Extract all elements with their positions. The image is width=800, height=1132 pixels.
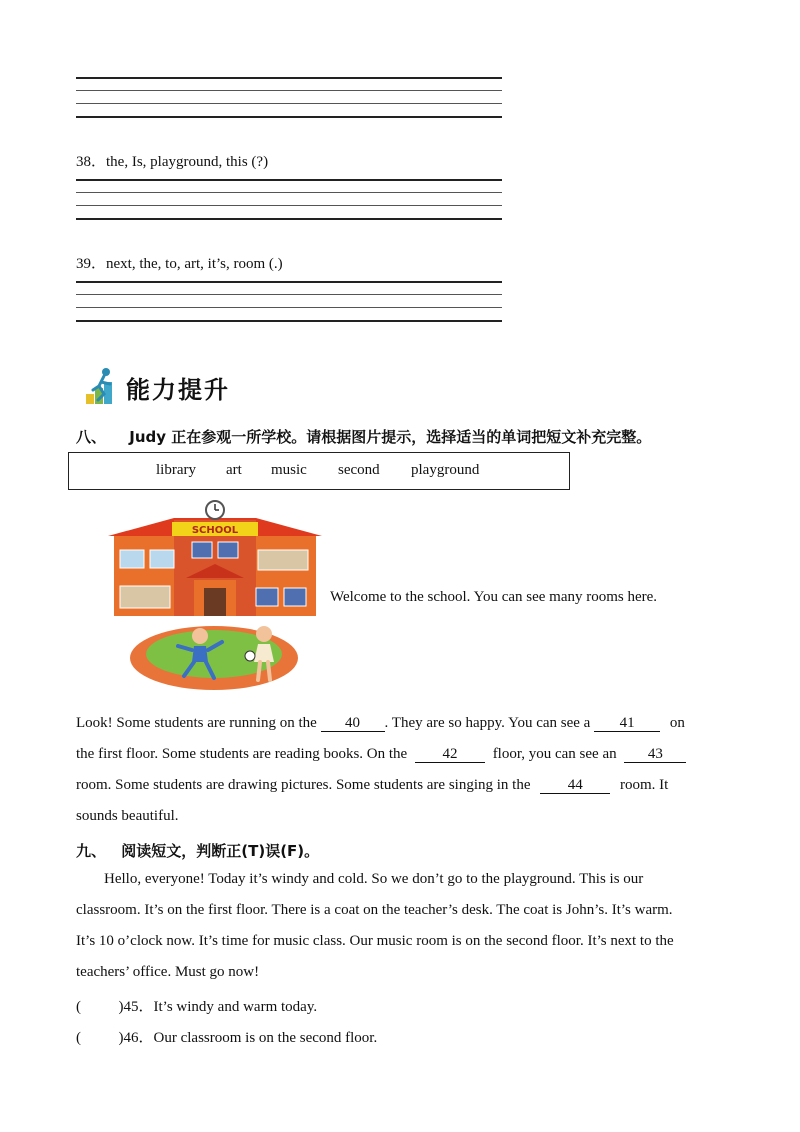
word-bank-item: music [271, 462, 307, 478]
question-number: 46． [123, 1030, 154, 1046]
blank-44[interactable]: 44 [540, 777, 610, 794]
section-9-heading [76, 840, 319, 861]
answer-line [76, 320, 502, 322]
runner-icon [84, 366, 124, 406]
school-sign: SCHOOL [191, 525, 239, 536]
passage-line-1 [76, 715, 685, 732]
tf-question-45 [76, 995, 317, 1016]
school-illustration [104, 496, 326, 694]
reading-line: Hello, everyone! Today it’s windy and cold. So we don’t go to the playground. This is our [104, 871, 644, 887]
question-number: 38． [76, 154, 107, 170]
answer-line [76, 218, 502, 220]
answer-line [76, 192, 502, 193]
answer-line [76, 307, 502, 308]
answer-line [76, 103, 502, 104]
answer-parentheses[interactable]: ( ) [76, 999, 124, 1015]
passage-text: the first floor. Some students are reading books. On the [76, 746, 411, 762]
question-38 [76, 150, 268, 171]
answer-line [76, 90, 502, 91]
question-words: the, Is, playground, this (?) [106, 154, 269, 170]
question-number: 45． [123, 999, 154, 1015]
answer-line [76, 179, 502, 181]
tf-question-46 [76, 1026, 377, 1047]
passage-intro: Welcome to the school. You can see many rooms here. [330, 589, 658, 605]
passage-line-2 [76, 746, 686, 763]
answer-parentheses[interactable]: ( ) [76, 1030, 124, 1046]
passage-text: room. It [616, 777, 669, 793]
word-bank-item: art [226, 462, 242, 478]
question-text: Our classroom is on the second floor. [153, 1030, 378, 1046]
question-text: It’s windy and warm today. [153, 999, 318, 1015]
word-bank [68, 452, 570, 490]
passage-line-4: sounds beautiful. [76, 808, 179, 824]
section-instruction: 阅读短文，判断正(T)误(F)。 [121, 842, 320, 860]
reading-line: teachers’ office. Must go now! [76, 964, 260, 980]
blank-40[interactable]: 40 [321, 715, 385, 732]
passage-text: on [666, 715, 685, 731]
passage-line-3 [76, 777, 668, 794]
answer-line [76, 281, 502, 283]
section-instruction: Judy 正在参观一所学校。请根据图片提示，选择适当的单词把短文补充完整。 [129, 428, 652, 446]
question-words: next, the, to, art, it’s, room (.) [106, 256, 283, 272]
blank-42[interactable]: 42 [415, 746, 485, 763]
section-label: 九、 [76, 842, 107, 860]
answer-line [76, 77, 502, 79]
section-8-heading [76, 426, 651, 447]
reading-line: classroom. It’s on the first floor. There is a coat on the teacher’s desk. The coat is John’s. It’s warm. [76, 902, 673, 918]
word-bank-item: playground [411, 462, 480, 478]
passage-text: floor, you can see an [488, 746, 621, 762]
blank-43[interactable]: 43 [624, 746, 686, 763]
passage-text: room. Some students are drawing pictures. Some students are singing in the [76, 777, 535, 793]
word-bank-item: second [338, 462, 380, 478]
answer-line [76, 116, 502, 118]
question-39 [76, 252, 283, 273]
answer-line [76, 294, 502, 295]
section-banner-title: 能力提升 [126, 376, 230, 404]
passage-text: . They are so happy. You can see a [384, 715, 595, 731]
section-label: 八、 [76, 428, 107, 446]
blank-41[interactable]: 41 [594, 715, 660, 732]
answer-line [76, 205, 502, 206]
passage-text: Look! Some students are running on the [76, 715, 321, 731]
question-number: 39． [76, 256, 107, 272]
reading-line: It’s 10 o’clock now. It’s time for music class. Our music room is on the second floor. It’s next to the [76, 933, 674, 949]
word-bank-item: library [156, 462, 196, 478]
